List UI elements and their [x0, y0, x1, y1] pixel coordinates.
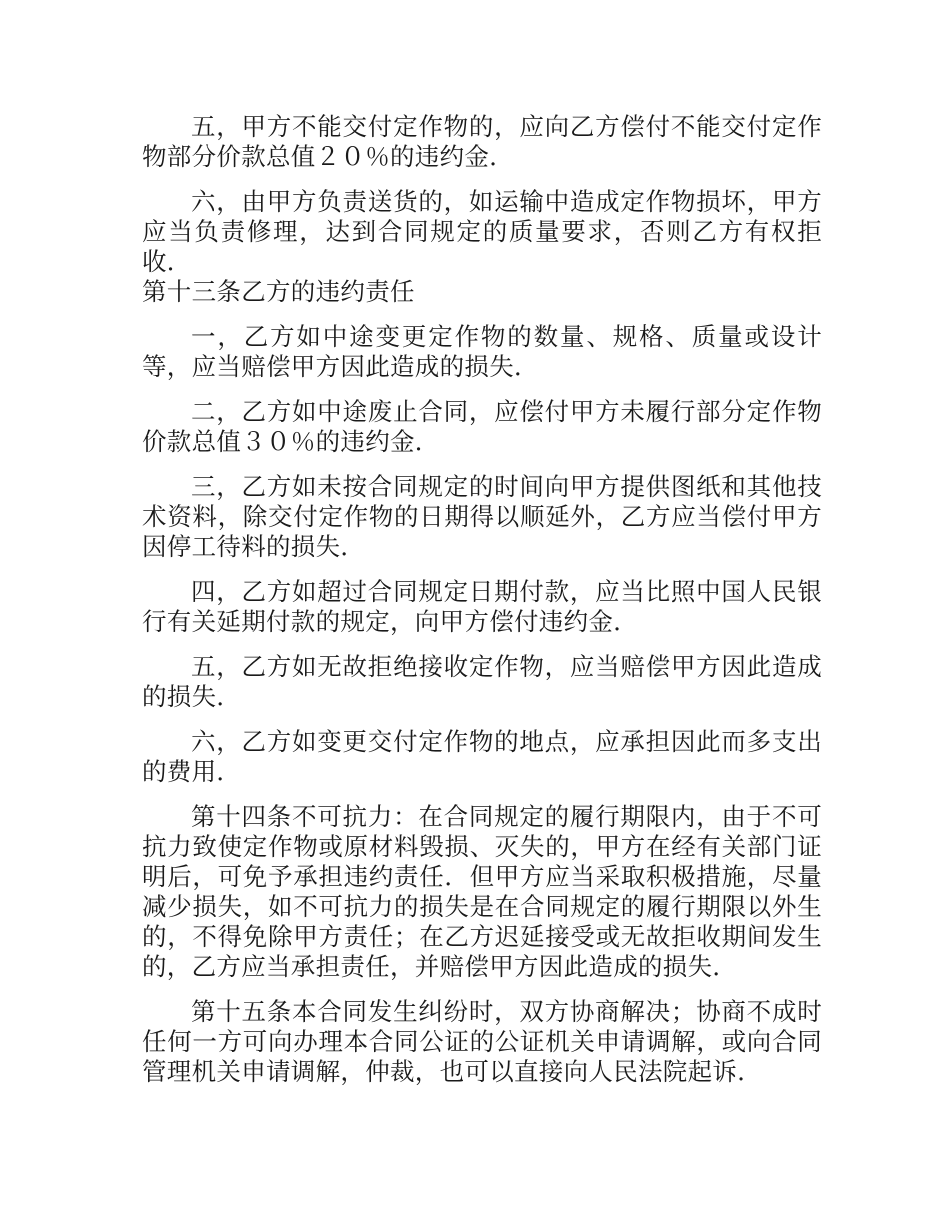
paragraph-three-party-b: 三，乙方如未按合同规定的时间向甲方提供图纸和其他技术资料，除交付定作物的日期得以顺延外，乙方应当偿付甲方因停工待料的损失． — [142, 472, 822, 561]
article-15-disputes: 第十五条本合同发生纠纷时，双方协商解决；协商不成时任何一方可向办理本合同公证的公证机关申请调解，或向合同管理机关申请调解，仲裁，也可以直接向人民法院起诉． — [142, 997, 822, 1086]
paragraph-five-party-a: 五，甲方不能交付定作物的，应向乙方偿付不能交付定作物部分价款总值２０％的违约金． — [142, 112, 822, 171]
article-13-heading: 第十三条乙方的违约责任 — [142, 277, 415, 306]
paragraph-five-party-b: 五，乙方如无故拒绝接收定作物，应当赔偿甲方因此造成的损失． — [142, 652, 822, 711]
paragraph-one-party-b: 一，乙方如中途变更定作物的数量、规格、质量或设计等，应当赔偿甲方因此造成的损失． — [142, 322, 822, 381]
paragraph-six-party-a: 六，由甲方负责送货的，如运输中造成定作物损坏，甲方应当负责修理，达到合同规定的质量要求，否则乙方有权拒收． — [142, 187, 822, 276]
article-14-force-majeure: 第十四条不可抗力：在合同规定的履行期限内，由于不可抗力致使定作物或原材料毁损、灭失的，甲方在经有关部门证明后，可免予承担违约责任．但甲方应当采取积极措施，尽量减少损失，如不可抗力的损失是在合同规定的履行期限以外生的，不得免除甲方责任；在乙方迟延接受或无故拒收期间发生的，乙方应当承担责任，并赔偿甲方因此造成的损失． — [142, 802, 822, 981]
paragraph-four-party-b: 四，乙方如超过合同规定日期付款，应当比照中国人民银行有关延期付款的规定，向甲方偿付违约金． — [142, 577, 822, 636]
paragraph-six-party-b: 六，乙方如变更交付定作物的地点，应承担因此而多支出的费用． — [142, 727, 822, 786]
document-body — [142, 112, 822, 1102]
paragraph-two-party-b: 二，乙方如中途废止合同，应偿付甲方未履行部分定作物价款总值３０％的违约金． — [142, 397, 822, 456]
